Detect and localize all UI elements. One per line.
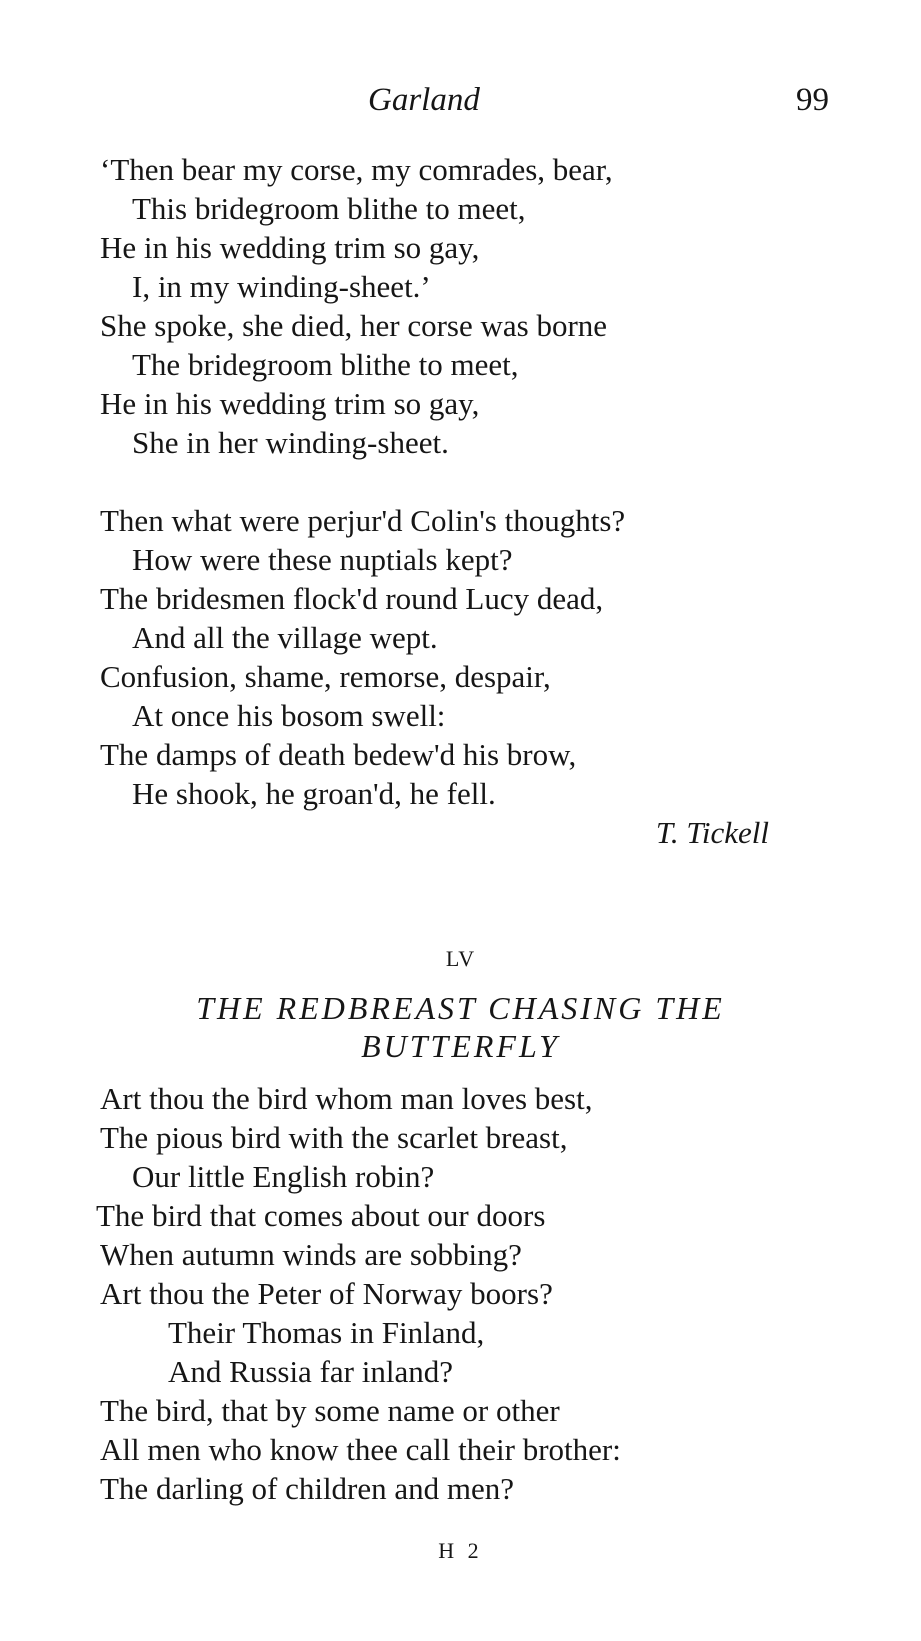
poem-title-line: THE REDBREAST CHASING THE (196, 990, 725, 1026)
poem-line: He in his wedding trim so gay, (100, 230, 480, 265)
poem-attribution: T. Tickell (655, 815, 769, 850)
poem-line: Then what were perjur'd Colin's thoughts? (100, 503, 626, 538)
poem-line: Confusion, shame, remorse, despair, (100, 659, 551, 694)
poem-line: The bird, that by some name or other (100, 1393, 560, 1428)
poem-line: The pious bird with the scarlet breast, (100, 1120, 568, 1155)
poem-line: He shook, he groan'd, he fell. (132, 776, 496, 811)
poem-line: The bird that comes about our doors (96, 1198, 546, 1233)
running-title: Garland (368, 82, 480, 118)
poem-line: And Russia far inland? (168, 1354, 453, 1389)
poem-line: She in her winding-sheet. (132, 425, 449, 460)
poem-title-line: BUTTERFLY (361, 1028, 560, 1064)
poem-line: All men who know thee call their brother: (100, 1432, 621, 1467)
poem-line: This bridegroom blithe to meet, (132, 191, 526, 226)
page-number: 99 (796, 82, 829, 118)
poem-line: The darling of children and men? (100, 1471, 515, 1506)
poem-line: I, in my winding-sheet.’ (132, 269, 431, 304)
poem-line: At once his bosom swell: (132, 698, 446, 733)
poem-line: When autumn winds are sobbing? (100, 1237, 522, 1272)
poem-line: And all the village wept. (132, 620, 438, 655)
poem-line: ‘Then bear my corse, my comrades, bear, (100, 152, 613, 187)
signature-mark: H 2 (438, 1538, 483, 1563)
poem-line: The bridesmen flock'd round Lucy dead, (100, 581, 604, 616)
poem-line: The damps of death bedew'd his brow, (100, 737, 577, 772)
running-head (0, 80, 921, 120)
poem-line: Their Thomas in Finland, (168, 1315, 485, 1350)
poem-line: Art thou the Peter of Norway boors? (100, 1276, 553, 1311)
poem-number: LV (445, 946, 476, 971)
poem-line: Art thou the bird whom man loves best, (100, 1081, 593, 1116)
poem-line: Our little English robin? (132, 1159, 435, 1194)
poem-line: She spoke, she died, her corse was borne (100, 308, 608, 343)
poem-line: He in his wedding trim so gay, (100, 386, 480, 421)
poem-line: How were these nuptials kept? (132, 542, 513, 577)
poem-line: The bridegroom blithe to meet, (132, 347, 519, 382)
